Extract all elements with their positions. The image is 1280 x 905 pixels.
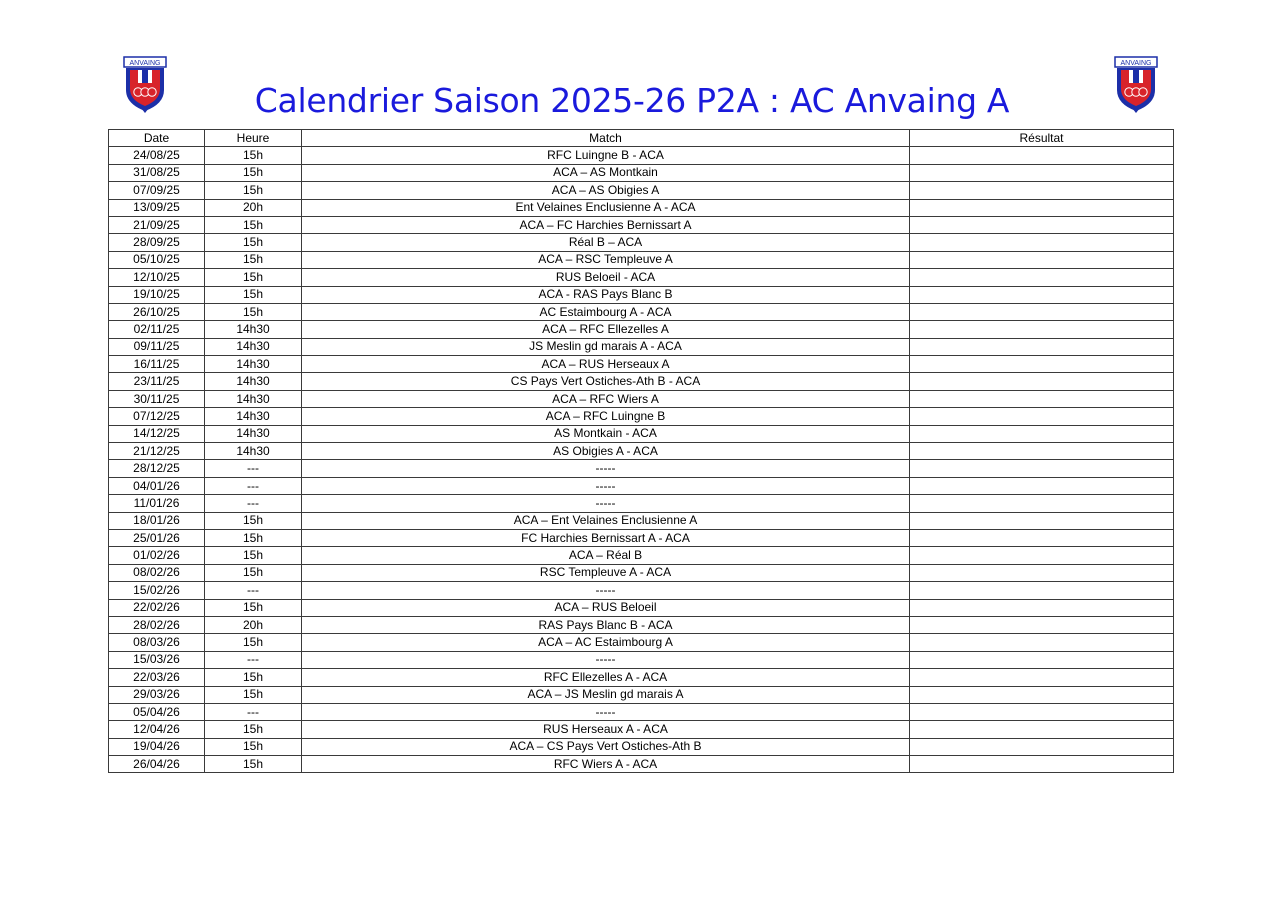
cell-date: 08/03/26 (109, 634, 205, 651)
cell-match: ACA – RUS Herseaux A (302, 356, 910, 373)
table-row (109, 216, 1174, 233)
cell-heure: 15h (205, 234, 302, 251)
cell-resultat (910, 686, 1174, 703)
cell-resultat (910, 460, 1174, 477)
table-row (109, 373, 1174, 390)
cell-heure: 20h (205, 616, 302, 633)
cell-heure: 15h (205, 564, 302, 581)
cell-heure: --- (205, 582, 302, 599)
cell-date: 01/02/26 (109, 547, 205, 564)
cell-resultat (910, 234, 1174, 251)
cell-resultat (910, 286, 1174, 303)
cell-heure: 14h30 (205, 321, 302, 338)
table-row (109, 443, 1174, 460)
table-row (109, 460, 1174, 477)
cell-date: 22/03/26 (109, 669, 205, 686)
cell-match: ----- (302, 495, 910, 512)
cell-heure: 15h (205, 512, 302, 529)
cell-resultat (910, 547, 1174, 564)
cell-date: 26/10/25 (109, 303, 205, 320)
cell-match: AS Obigies A - ACA (302, 443, 910, 460)
cell-heure: --- (205, 703, 302, 720)
cell-heure: 14h30 (205, 425, 302, 442)
cell-resultat (910, 164, 1174, 181)
cell-date: 09/11/25 (109, 338, 205, 355)
table-row (109, 651, 1174, 668)
cell-resultat (910, 616, 1174, 633)
cell-date: 05/10/25 (109, 251, 205, 268)
table-row (109, 408, 1174, 425)
cell-match: ----- (302, 477, 910, 494)
cell-resultat (910, 495, 1174, 512)
table-row (109, 477, 1174, 494)
table-row (109, 147, 1174, 164)
cell-heure: 15h (205, 721, 302, 738)
cell-date: 14/12/25 (109, 425, 205, 442)
cell-match: ACA – FC Harchies Bernissart A (302, 216, 910, 233)
cell-resultat (910, 356, 1174, 373)
cell-date: 02/11/25 (109, 321, 205, 338)
table-body (109, 147, 1174, 773)
table-header-row (109, 130, 1174, 147)
table-row (109, 738, 1174, 755)
cell-match: ACA – CS Pays Vert Ostiches-Ath B (302, 738, 910, 755)
cell-date: 12/10/25 (109, 269, 205, 286)
cell-date: 07/09/25 (109, 182, 205, 199)
cell-date: 19/10/25 (109, 286, 205, 303)
cell-resultat (910, 756, 1174, 773)
cell-heure: --- (205, 651, 302, 668)
cell-resultat (910, 443, 1174, 460)
cell-match: ACA – Réal B (302, 547, 910, 564)
cell-resultat (910, 373, 1174, 390)
table-row (109, 634, 1174, 651)
cell-date: 28/09/25 (109, 234, 205, 251)
cell-heure: 15h (205, 547, 302, 564)
cell-heure: 14h30 (205, 443, 302, 460)
cell-heure: 14h30 (205, 390, 302, 407)
cell-heure: 15h (205, 686, 302, 703)
cell-match: ACA – JS Meslin gd marais A (302, 686, 910, 703)
cell-date: 21/09/25 (109, 216, 205, 233)
cell-heure: 15h (205, 738, 302, 755)
cell-match: RFC Ellezelles A - ACA (302, 669, 910, 686)
cell-match: ACA – AS Montkain (302, 164, 910, 181)
cell-match: ----- (302, 703, 910, 720)
table-row (109, 390, 1174, 407)
cell-match: Ent Velaines Enclusienne A - ACA (302, 199, 910, 216)
table-row (109, 234, 1174, 251)
cell-date: 30/11/25 (109, 390, 205, 407)
cell-match: ACA – RSC Templeuve A (302, 251, 910, 268)
cell-match: RUS Herseaux A - ACA (302, 721, 910, 738)
cell-match: AC Estaimbourg A - ACA (302, 303, 910, 320)
cell-heure: 14h30 (205, 408, 302, 425)
cell-resultat (910, 408, 1174, 425)
table-row (109, 303, 1174, 320)
table-row (109, 599, 1174, 616)
cell-match: ----- (302, 582, 910, 599)
cell-match: ACA – RUS Beloeil (302, 599, 910, 616)
cell-match: RSC Templeuve A - ACA (302, 564, 910, 581)
cell-date: 07/12/25 (109, 408, 205, 425)
cell-date: 08/02/26 (109, 564, 205, 581)
cell-resultat (910, 251, 1174, 268)
cell-heure: 14h30 (205, 373, 302, 390)
cell-heure: 15h (205, 529, 302, 546)
cell-resultat (910, 216, 1174, 233)
table-row (109, 564, 1174, 581)
table-row (109, 269, 1174, 286)
cell-heure: 14h30 (205, 356, 302, 373)
header-heure: Heure (205, 130, 302, 147)
cell-date: 21/12/25 (109, 443, 205, 460)
cell-date: 18/01/26 (109, 512, 205, 529)
cell-date: 22/02/26 (109, 599, 205, 616)
cell-resultat (910, 599, 1174, 616)
table-row (109, 164, 1174, 181)
table-row (109, 547, 1174, 564)
cell-match: ACA – AC Estaimbourg A (302, 634, 910, 651)
cell-heure: 15h (205, 286, 302, 303)
cell-resultat (910, 477, 1174, 494)
table-row (109, 529, 1174, 546)
cell-date: 12/04/26 (109, 721, 205, 738)
table-row (109, 703, 1174, 720)
cell-heure: 15h (205, 251, 302, 268)
table-row (109, 721, 1174, 738)
table-row (109, 199, 1174, 216)
table-row (109, 686, 1174, 703)
cell-match: ACA – RFC Ellezelles A (302, 321, 910, 338)
cell-date: 23/11/25 (109, 373, 205, 390)
cell-match: JS Meslin gd marais A - ACA (302, 338, 910, 355)
table-row (109, 182, 1174, 199)
cell-resultat (910, 425, 1174, 442)
page-title: Calendrier Saison 2025-26 P2A : AC Anvaing A (254, 81, 1010, 120)
table-row (109, 251, 1174, 268)
cell-heure: 15h (205, 182, 302, 199)
cell-match: FC Harchies Bernissart A - ACA (302, 529, 910, 546)
header-date: Date (109, 130, 205, 147)
cell-date: 24/08/25 (109, 147, 205, 164)
cell-resultat (910, 182, 1174, 199)
cell-date: 26/04/26 (109, 756, 205, 773)
cell-match: ACA – AS Obigies A (302, 182, 910, 199)
cell-match: ACA – Ent Velaines Enclusienne A (302, 512, 910, 529)
cell-match: AS Montkain - ACA (302, 425, 910, 442)
cell-match: CS Pays Vert Ostiches-Ath B - ACA (302, 373, 910, 390)
cell-heure: 15h (205, 269, 302, 286)
cell-match: RUS Beloeil - ACA (302, 269, 910, 286)
table-row (109, 669, 1174, 686)
cell-resultat (910, 703, 1174, 720)
logo-text: ANVAING (129, 60, 161, 67)
cell-resultat (910, 669, 1174, 686)
table-row (109, 512, 1174, 529)
cell-match: ----- (302, 651, 910, 668)
cell-match: RAS Pays Blanc B - ACA (302, 616, 910, 633)
cell-resultat (910, 269, 1174, 286)
cell-date: 05/04/26 (109, 703, 205, 720)
cell-resultat (910, 651, 1174, 668)
cell-resultat (910, 338, 1174, 355)
cell-heure: --- (205, 477, 302, 494)
cell-match: ACA – RFC Wiers A (302, 390, 910, 407)
cell-resultat (910, 529, 1174, 546)
table-row (109, 356, 1174, 373)
cell-heure: 14h30 (205, 338, 302, 355)
cell-date: 19/04/26 (109, 738, 205, 755)
cell-date: 15/02/26 (109, 582, 205, 599)
cell-heure: 15h (205, 147, 302, 164)
cell-match: Réal B – ACA (302, 234, 910, 251)
cell-resultat (910, 390, 1174, 407)
header-match: Match (302, 130, 910, 147)
cell-heure: --- (205, 460, 302, 477)
cell-resultat (910, 321, 1174, 338)
table-row (109, 756, 1174, 773)
header-resultat: Résultat (910, 130, 1174, 147)
table-row (109, 321, 1174, 338)
table-row (109, 338, 1174, 355)
cell-resultat (910, 738, 1174, 755)
cell-match: ACA - RAS Pays Blanc B (302, 286, 910, 303)
cell-date: 31/08/25 (109, 164, 205, 181)
cell-resultat (910, 199, 1174, 216)
table-row (109, 495, 1174, 512)
cell-heure: 15h (205, 164, 302, 181)
cell-match: ACA – RFC Luingne B (302, 408, 910, 425)
table-row (109, 425, 1174, 442)
cell-date: 16/11/25 (109, 356, 205, 373)
cell-resultat (910, 582, 1174, 599)
cell-date: 28/12/25 (109, 460, 205, 477)
table-row (109, 616, 1174, 633)
table-row (109, 286, 1174, 303)
cell-heure: 15h (205, 756, 302, 773)
cell-date: 11/01/26 (109, 495, 205, 512)
schedule-table (108, 129, 1174, 773)
cell-heure: 15h (205, 216, 302, 233)
cell-date: 29/03/26 (109, 686, 205, 703)
cell-resultat (910, 564, 1174, 581)
cell-resultat (910, 512, 1174, 529)
cell-heure: 15h (205, 669, 302, 686)
cell-match: RFC Luingne B - ACA (302, 147, 910, 164)
cell-resultat (910, 147, 1174, 164)
cell-resultat (910, 303, 1174, 320)
cell-heure: 15h (205, 634, 302, 651)
cell-resultat (910, 721, 1174, 738)
cell-date: 04/01/26 (109, 477, 205, 494)
cell-match: ----- (302, 460, 910, 477)
cell-resultat (910, 634, 1174, 651)
cell-heure: 20h (205, 199, 302, 216)
table-row (109, 582, 1174, 599)
cell-heure: 15h (205, 303, 302, 320)
logo-text: ANVAING (1120, 60, 1152, 67)
cell-date: 25/01/26 (109, 529, 205, 546)
cell-heure: 15h (205, 599, 302, 616)
cell-date: 28/02/26 (109, 616, 205, 633)
cell-date: 13/09/25 (109, 199, 205, 216)
cell-date: 15/03/26 (109, 651, 205, 668)
cell-heure: --- (205, 495, 302, 512)
cell-match: RFC Wiers A - ACA (302, 756, 910, 773)
